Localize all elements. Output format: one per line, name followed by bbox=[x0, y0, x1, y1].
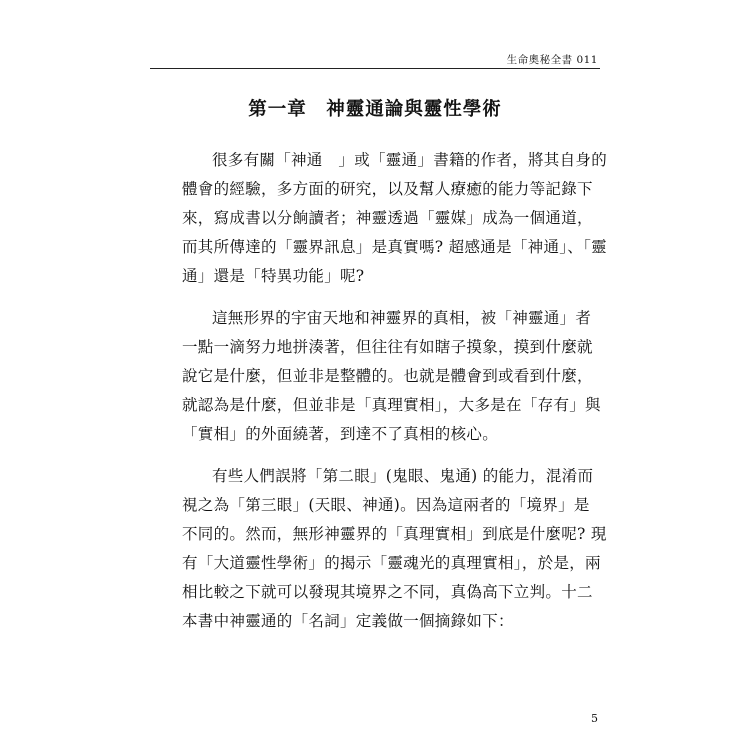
text-line: 「實相」的外面繞著，到達不了真相的核心。 bbox=[182, 425, 499, 443]
text-line: 而其所傳達的「靈界訊息」是真實嗎? 超感通是「神通」、「靈 bbox=[182, 238, 607, 256]
text-line: 來，寫成書以分餉讀者；神靈透過「靈媒」成為一個通道， bbox=[182, 209, 593, 227]
chapter-title: 第一章 神靈通論與靈性學術 bbox=[248, 99, 502, 120]
page-number: 5 bbox=[591, 712, 598, 725]
text-line: 說它是什麼，但並非是整體的。也就是體會到或看到什麼， bbox=[182, 367, 593, 385]
text-line: 相比較之下就可以發現其境界之不同，真偽高下立判。十二 bbox=[182, 583, 593, 601]
text-line: 視之為「第三眼」(天眼、神通)。因為這兩者的「境界」是 bbox=[182, 496, 590, 514]
body-text bbox=[182, 146, 608, 649]
text-line: 本書中神靈通的「名詞」定義做一個摘錄如下： bbox=[182, 612, 514, 630]
paragraph-2 bbox=[182, 304, 601, 449]
text-line: 不同的。然而，無形神靈界的「真理實相」到底是什麼呢? 現 bbox=[182, 525, 607, 543]
text-line: 這無形界的宇宙天地和神靈界的真相，被「神靈通」者 bbox=[212, 309, 592, 327]
text-line: 有「大道靈性學術」的揭示「靈魂光的真理實相」，於是，兩 bbox=[182, 554, 601, 572]
text-line: 體會的經驗，多方面的研究，以及幫人療癒的能力等記錄下 bbox=[182, 180, 593, 198]
text-line: 通」還是「特異功能」呢? bbox=[182, 267, 365, 285]
text-line: 有些人們誤將「第二眼」(鬼眼、鬼通) 的能力，混淆而 bbox=[212, 467, 594, 485]
paragraph-1 bbox=[182, 146, 608, 291]
running-header: 生命奧秘全書 011 bbox=[506, 54, 598, 66]
header-rule bbox=[150, 68, 600, 69]
paragraph-3 bbox=[182, 462, 607, 636]
text-line: 一點一滴努力地拼湊著，但往往有如瞎子摸象，摸到什麼就 bbox=[182, 338, 593, 356]
text-line: 很多有關「神通 」或「靈通」書籍的作者，將其自身的 bbox=[212, 151, 608, 169]
text-line: 就認為是什麼，但並非是「真理實相」，大多是在「存有」與 bbox=[182, 396, 601, 414]
